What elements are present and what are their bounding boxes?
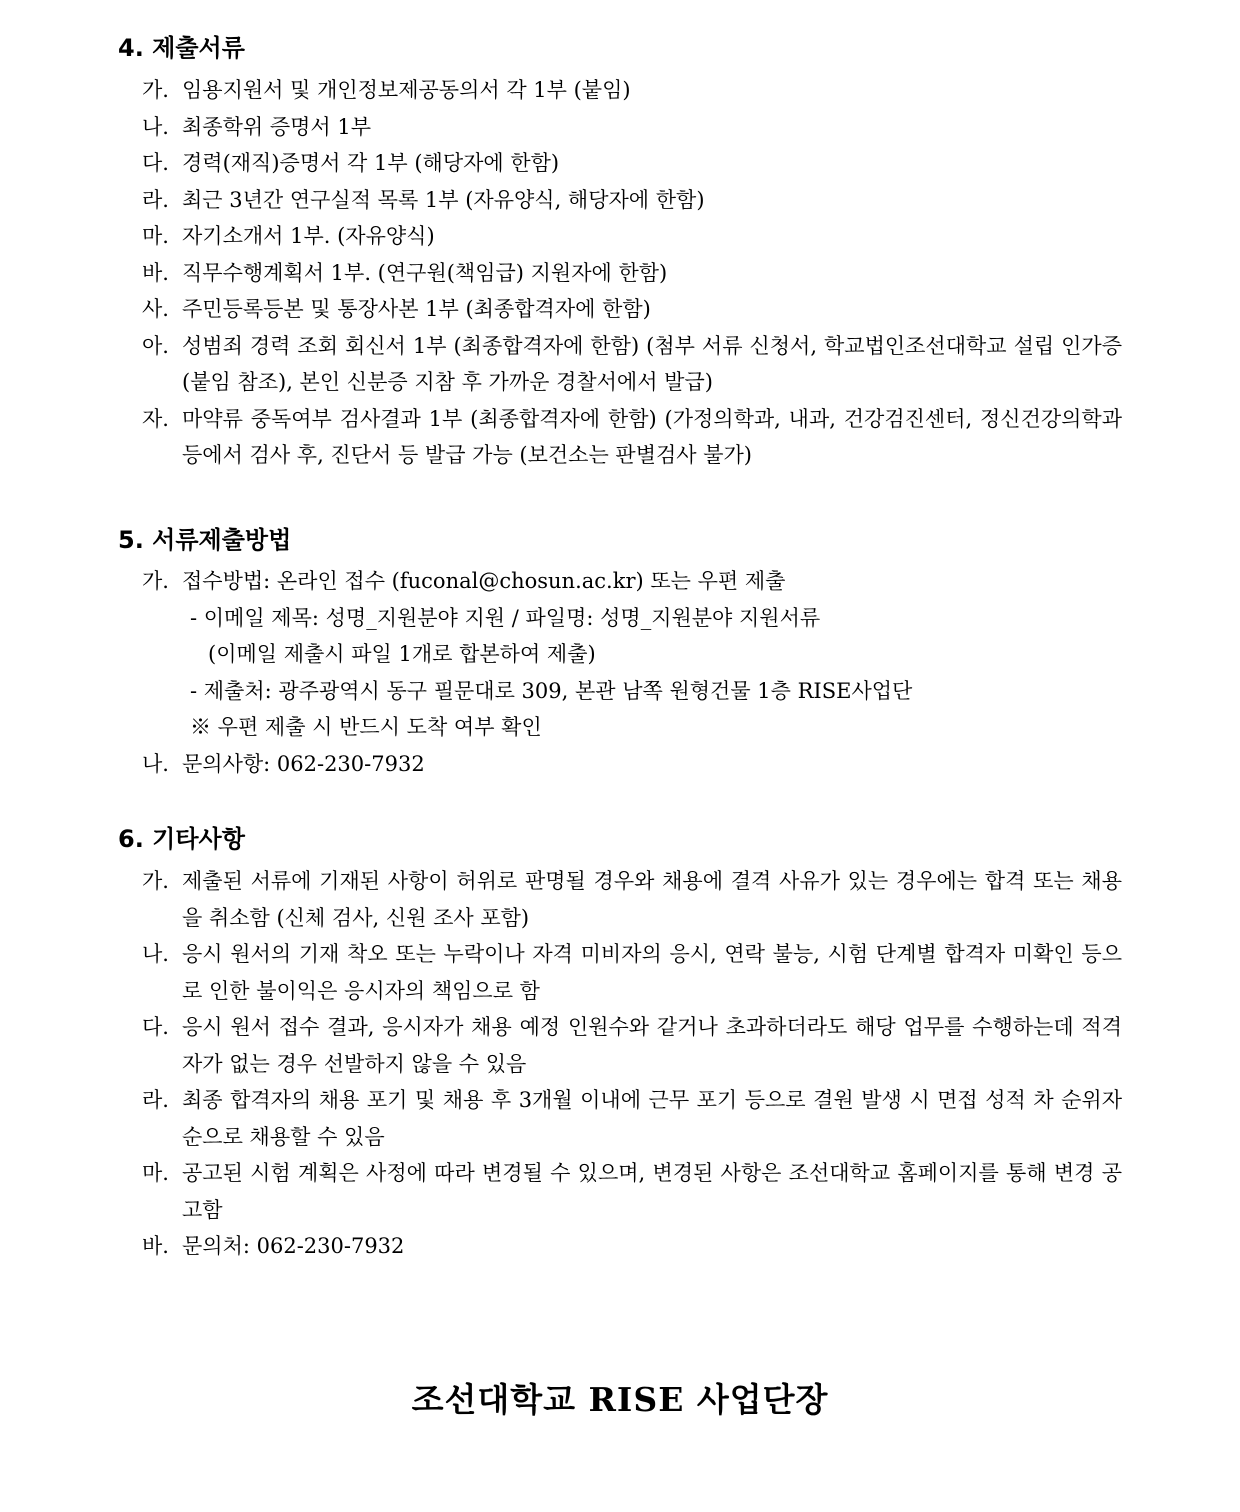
- list-item: [142, 255, 1122, 292]
- list-item: [142, 1228, 1122, 1265]
- item-text: 최근 3년간 연구실적 목록 1부 (자유양식, 해당자에 한함): [182, 187, 705, 212]
- list-item: [142, 401, 1122, 474]
- item-marker: 아.: [142, 333, 169, 358]
- item-marker: 가.: [142, 78, 169, 102]
- list-item: [142, 291, 1122, 328]
- sub-item: (이메일 제출시 파일 1개로 합본하여 제출): [208, 642, 596, 666]
- item-text: 직무수행계획서 1부. (연구원(책임급) 지원자에 한함): [182, 260, 668, 285]
- item-text: 응시 원서 접수 결과, 응시자가 채용 예정 인원수와 같거나 초과하더라도 해당 업무를 수행하는데 적격자가 없는 경우 선발하지 않을 수 있음: [182, 1015, 1122, 1076]
- item-text: 접수방법: 온라인 접수 (fuconal@chosun.ac.kr) 또는 우편 제출: [182, 569, 786, 593]
- item-text: 문의처: 062-230-7932: [182, 1234, 405, 1258]
- item-marker: 나.: [142, 942, 169, 966]
- item-text: 최종학위 증명서 1부: [182, 114, 371, 139]
- list-item: [142, 182, 1122, 219]
- list-item: [142, 863, 1122, 936]
- item-marker: 다.: [142, 1015, 169, 1039]
- item-text: 자기소개서 1부. (자유양식): [182, 224, 435, 248]
- list-item: [142, 1009, 1122, 1082]
- item-text: 성범죄 경력 조회 회신서 1부 (최종합격자에 한함) (첨부 서류 신청서, 학교법인조선대학교 설립 인가증(붙임 참조), 본인 신분증 지참 후 가까운 경찰서에서 발급): [182, 333, 1122, 394]
- list-item: [142, 328, 1122, 401]
- section-6-heading: 6. 기타사항: [118, 825, 245, 853]
- list-item: [142, 746, 1122, 783]
- item-marker: 라.: [142, 1088, 169, 1112]
- item-marker: 바.: [142, 260, 169, 285]
- item-text: 문의사항: 062-230-7932: [182, 751, 425, 776]
- item-text: 제출된 서류에 기재된 사항이 허위로 판명될 경우와 채용에 결격 사유가 있는 경우에는 합격 또는 채용을 취소함 (신체 검사, 신원 조사 포함): [182, 869, 1122, 930]
- item-marker: 자.: [142, 406, 169, 431]
- list-item: [142, 109, 1122, 146]
- item-text: 경력(재직)증명서 각 1부 (해당자에 한함): [182, 151, 560, 175]
- item-marker: 마.: [142, 224, 169, 248]
- list-item: [142, 1155, 1122, 1228]
- item-text: 마약류 중독여부 검사결과 1부 (최종합격자에 한함) (가정의학과, 내과, 건강검진센터, 정신건강의학과 등에서 검사 후, 진단서 등 발급 가능 (보건소는 판별검사 불가): [182, 406, 1122, 467]
- list-item: [142, 563, 1122, 600]
- item-marker: 라.: [142, 187, 169, 212]
- section-5-heading: 5. 서류제출방법: [118, 526, 292, 554]
- item-marker: 바.: [142, 1234, 169, 1258]
- item-marker: 다.: [142, 151, 169, 175]
- item-text: 주민등록등본 및 통장사본 1부 (최종합격자에 한함): [182, 297, 651, 321]
- item-marker: 가.: [142, 569, 169, 593]
- item-text: 공고된 시험 계획은 사정에 따라 변경될 수 있으며, 변경된 사항은 조선대학교 홈페이지를 통해 변경 공고함: [182, 1161, 1122, 1222]
- section-4-heading: 4. 제출서류: [118, 34, 245, 62]
- sub-item: - 이메일 제목: 성명_지원분야 지원 / 파일명: 성명_지원분야 지원서류: [190, 605, 821, 630]
- sub-item: - 제출처: 광주광역시 동구 필문대로 309, 본관 남쪽 원형건물 1층 RISE사업단: [190, 678, 913, 703]
- item-text: 응시 원서의 기재 착오 또는 누락이나 자격 미비자의 응시, 연락 불능, 시험 단계별 합격자 미확인 등으로 인한 불이익은 응시자의 책임으로 함: [182, 942, 1122, 1003]
- item-text: 임용지원서 및 개인정보제공동의서 각 1부 (붙임): [182, 78, 631, 102]
- item-text: 최종 합격자의 채용 포기 및 채용 후 3개월 이내에 근무 포기 등으로 결원 발생 시 면접 성적 차 순위자 순으로 채용할 수 있음: [182, 1088, 1122, 1149]
- list-item: [142, 72, 1122, 109]
- issuer-signature: 조선대학교 RISE 사업단장: [411, 1380, 829, 1419]
- list-item: [142, 145, 1122, 182]
- item-marker: 나.: [142, 114, 169, 139]
- item-marker: 마.: [142, 1161, 169, 1185]
- item-marker: 사.: [142, 297, 169, 321]
- list-item: [142, 936, 1122, 1009]
- list-item: [142, 1082, 1122, 1155]
- item-marker: 나.: [142, 751, 169, 776]
- note-item: ※ 우편 제출 시 반드시 도착 여부 확인: [190, 715, 542, 739]
- item-marker: 가.: [142, 869, 169, 893]
- list-item: [142, 218, 1122, 255]
